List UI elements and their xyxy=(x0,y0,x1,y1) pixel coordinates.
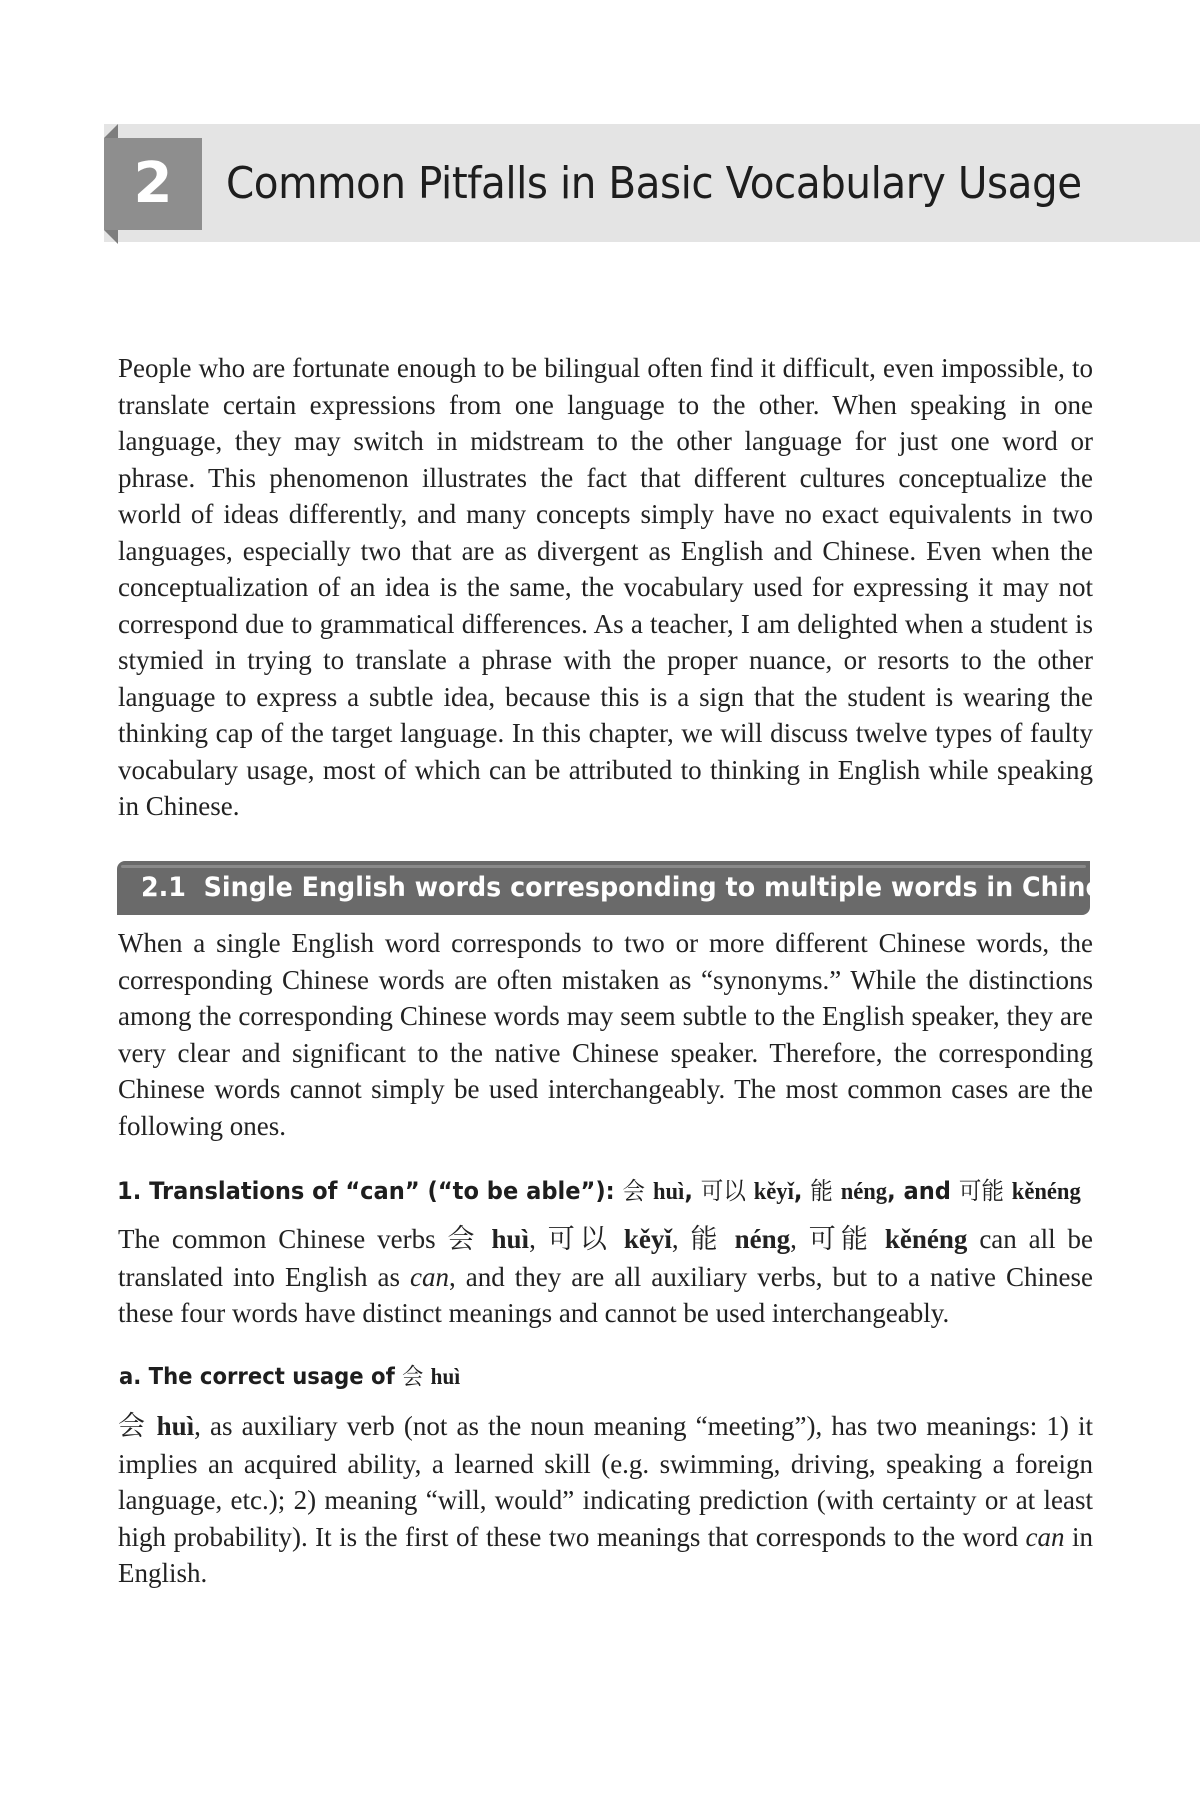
item1-sep: , xyxy=(790,1224,809,1254)
item1-sep: , xyxy=(529,1224,548,1254)
item1-can-word: can xyxy=(410,1261,450,1292)
item1-pinyin-hui: huì xyxy=(491,1224,530,1254)
heading-hanzi-keneng: 可能 xyxy=(958,1177,1004,1205)
item1-hanzi-keyi: 可以 xyxy=(547,1224,612,1255)
section-title xyxy=(141,861,1135,915)
item1-text-start: The common Chinese verbs xyxy=(118,1224,448,1254)
item1-hanzi-neng: 能 xyxy=(690,1224,723,1255)
heading-sep-and: , and xyxy=(887,1177,959,1205)
item1-text-mid: can all be translated into English as xyxy=(118,1224,1094,1292)
item1a-pinyin: huì xyxy=(156,1411,195,1441)
section-header-bar xyxy=(117,861,1136,915)
heading-pinyin-keyi: kěyǐ xyxy=(753,1179,794,1205)
header-fold-bottom xyxy=(104,230,118,244)
chapter-title: Common Pitfalls in Basic Vocabulary Usage xyxy=(226,158,1082,209)
item1a-heading-prefix: a. The correct usage of xyxy=(119,1364,403,1390)
item1a-text-end: in English. xyxy=(118,1521,1093,1588)
item1a-paragraph xyxy=(118,1408,1093,1592)
item1a-text-start: , as auxiliary verb (not as the noun meaning “meeting”), has two meanings: 1) it implies an acquired ability, a learned skill (e.g. swimming, driving, speaking a foreign language, etc.); 2) meaning “will, would” indicating prediction (with certainty or at least high probability). It is the first of these two meanings that corresponds to the word xyxy=(118,1411,1094,1552)
heading-pinyin-keneng: kěnéng xyxy=(1011,1179,1081,1205)
item1a-heading-pinyin: huì xyxy=(430,1364,461,1389)
item1a-can-word: can xyxy=(1025,1521,1065,1552)
chapter-number: 2 xyxy=(104,138,202,230)
item1-hanzi-hui: 会 xyxy=(447,1224,480,1255)
item1-heading-prefix: 1. Translations of “can” (“to be able”): xyxy=(117,1177,623,1205)
header-fold-top xyxy=(104,124,118,138)
item1a-heading xyxy=(119,1360,671,1394)
item1-pinyin-neng: néng xyxy=(734,1224,791,1254)
intro-paragraph: People who are fortunate enough to be bilingual often find it difficult, even impossible, to translate certain expressions from one language to the other. When speaking in one language, they may switch in midstream to the other language for just one word or phrase. This phenomenon illustrates the fact that different cultures conceptualize the world of ideas differently, and many concepts simply have no exact equivalents in two languages, especially two that are as divergent as English and Chinese. Even when the conceptualization of an idea is the same, the vocabulary used for expressing it may not correspond due to grammatical differences. As a teacher, I am delighted when a student is stymied in trying to translate a phrase with the proper nuance, or resorts to the other language to express a subtle idea, because this is a sign that the student is wearing the thinking cap of the target language. In this chapter, we will discuss twelve types of faulty vocabulary usage, most of which can be attributed to thinking in English while speaking in Chinese. xyxy=(118,353,1093,821)
section-paragraph: When a single English word corresponds to two or more different Chinese words, the corresponding Chinese words are often mistaken as “synonyms.” While the distinctions among the corresponding Chinese words may seem subtle to the English speaker, they are very clear and significant to the native Chinese speaker. Therefore, the corresponding Chinese words cannot simply be used interchangeably. The most common cases are the following ones. xyxy=(118,928,1093,1141)
heading-pinyin-neng: néng xyxy=(840,1179,888,1205)
section-title-text: Single English words corresponding to multiple words in Chinese xyxy=(203,872,1136,903)
item1-text-end: , and they are all auxiliary verbs, but to a native Chinese these four words have distinct meanings and cannot be used interchangeably. xyxy=(118,1261,1094,1328)
item1-paragraph xyxy=(118,1221,1093,1332)
heading-sep: , xyxy=(684,1177,701,1205)
heading-hanzi-neng: 能 xyxy=(810,1177,833,1205)
heading-sep: , xyxy=(793,1177,811,1205)
item1-sep: , xyxy=(671,1224,691,1254)
item1a-hanzi: 会 xyxy=(118,1411,148,1442)
item1-pinyin-keneng: kěnéng xyxy=(884,1224,968,1254)
heading-hanzi-hui: 会 xyxy=(622,1177,646,1205)
item1-hanzi-keneng: 可能 xyxy=(808,1224,874,1255)
item1-heading xyxy=(117,1174,1081,1209)
section-number: 2.1 xyxy=(141,872,186,903)
heading-hanzi-keyi: 可以 xyxy=(700,1177,746,1205)
item1-pinyin-keyi: kěyǐ xyxy=(623,1224,672,1254)
item1a-heading-hanzi: 会 xyxy=(402,1364,424,1390)
heading-pinyin-hui: huì xyxy=(652,1179,685,1205)
